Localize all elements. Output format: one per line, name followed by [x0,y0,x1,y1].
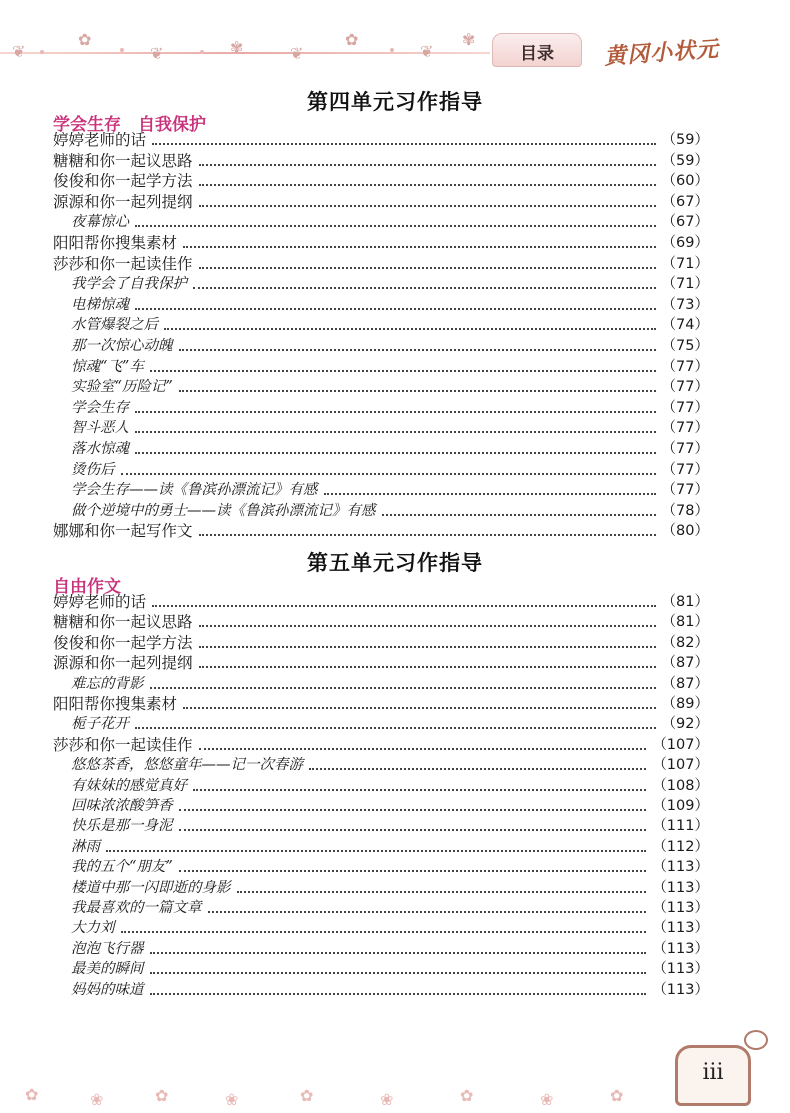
toc-entry [71,480,709,500]
toc-entry-page: （113） [652,981,709,998]
toc-entry-title: 我学会了自我保护 [71,276,187,293]
toc-entry-page: （81） [661,614,709,631]
toc-entry-title: 学会生存 [71,399,129,416]
toc-entry-title: 莎莎和你一起读佳作 [53,735,193,754]
toc-entry [71,357,709,377]
toc-entry [53,694,709,714]
toc-entry-title: 源源和你一起列提纲 [53,192,193,211]
dot-leader [183,245,656,248]
toc-entry [53,612,709,632]
flower-icon: ✿ [300,1086,314,1105]
dot-leader [237,890,647,893]
toc-entry-title: 我最喜欢的一篇文章 [71,900,202,916]
toc-entry-title: 栀子花开 [71,716,129,733]
toc-entry-page: （107） [652,736,709,753]
toc-entry-title: 糖糖和你一起议思路 [53,151,193,170]
toc-entry-title: 做个逆境中的勇士——读《鲁滨孙漂流记》有感 [71,502,376,519]
toc-entry [71,315,709,335]
dot-leader [199,163,656,166]
decor-dot [200,50,204,54]
toc-entry-page: （78） [661,502,709,519]
toc-entry [71,418,709,438]
butterfly-icon: ❦ [150,44,164,63]
toc-entry [53,233,709,253]
dot-leader [121,930,647,933]
dot-leader [135,430,656,433]
toc-entry-page: （113） [652,940,709,957]
toc-entry [71,212,709,232]
toc-entry-title: 最美的瞬间 [71,961,144,978]
toc-entry-page: （112） [652,838,709,855]
toc-entry [71,959,709,979]
toc-entry-title: 悠悠茶香，悠悠童年——记一次春游 [71,757,303,774]
unit5-title: 第五单元习作指导 [307,551,483,575]
toc-entry-page: （71） [661,255,709,272]
toc-entry [53,521,709,541]
toc-entry-page: （74） [661,317,709,334]
toc-entry-title: 婷婷老师的话 [53,593,147,611]
toc-entry-title: 娜娜和你一起写作文 [53,522,193,541]
toc-entry [53,653,709,673]
toc-entry-page: （77） [661,358,709,375]
dot-leader [150,686,656,689]
toc-entry [53,735,709,755]
header-divider [0,52,490,54]
toc-entry [71,336,709,356]
unit4-title: 第四单元习作指导 [307,90,483,114]
dot-leader [324,492,656,495]
toc-entry-page: （77） [661,379,709,396]
toc-entry [71,837,709,857]
dot-leader [150,951,647,954]
toc-entry [71,674,709,694]
butterfly-icon: ❦ [12,42,26,61]
toc-entry-page: （92） [661,716,709,733]
decor-dot [390,48,394,52]
flower-icon: ❀ [540,1090,554,1109]
butterfly-icon: ❦ [290,44,304,63]
toc-entry [71,939,709,959]
toc-entry [71,714,709,734]
toc-entry-title: 我的五个“朋友” [71,859,173,876]
dot-leader [135,307,656,310]
dot-leader [199,747,647,750]
dot-leader [179,808,647,811]
dot-leader [382,513,656,516]
toc-entry-title: 智斗恶人 [71,420,129,437]
dot-leader [121,472,656,475]
toc-entry [53,130,709,150]
toc-entry [71,857,709,877]
toc-entry-title: 源源和你一起列提纲 [53,654,193,673]
dot-leader [164,327,656,330]
page-number: iii [702,1060,724,1085]
toc-entry-page: （89） [661,696,709,712]
butterfly-icon: ❦ [420,42,434,61]
toc-entry-title: 婷婷老师的话 [53,131,147,149]
toc-entry-page: （82） [661,634,709,651]
flower-icon: ✿ [460,1086,474,1105]
toc-entry-page: （71） [661,276,709,293]
toc-entry-title: 阳阳帮你搜集素材 [53,695,178,713]
toc-entry-title: 俊俊和你一起学方法 [53,633,193,652]
bird-icon [744,1030,768,1050]
toc-entry-page: （75） [661,338,709,354]
toc-entry [71,398,709,418]
toc-entry-page: （87） [661,655,709,672]
dot-leader [135,410,656,413]
dot-leader [208,910,647,913]
toc-entry-page: （113） [652,900,709,916]
toc-entry-title: 难忘的背影 [71,675,144,692]
toc-entry [71,980,709,1000]
toc-entry [71,776,709,796]
toc-entry-title: 俊俊和你一起学方法 [53,172,193,191]
toc-entry-page: （108） [652,777,709,794]
toc-entry-title: 淋雨 [71,838,100,855]
toc-entry-page: （113） [652,961,709,978]
toc-entry [71,295,709,315]
dot-leader [193,788,646,791]
toc-entry [53,151,709,171]
toc-entry [53,592,709,612]
flower-icon: ❀ [90,1090,104,1109]
dot-leader [199,204,656,207]
toc-entry-page: （87） [661,675,709,692]
toc-tab-label: 目录 [520,44,554,64]
dot-leader [199,266,656,269]
page-header [0,0,790,75]
butterfly-icon: ✿ [345,30,359,49]
toc-entry-page: （67） [661,193,709,210]
toc-entry [71,274,709,294]
dot-leader [199,665,656,668]
toc-entry-title: 阳阳帮你搜集素材 [53,234,178,252]
toc-entry-page: （77） [661,482,709,499]
toc-entry [71,460,709,480]
dot-leader [135,451,656,454]
toc-entry-page: （77） [661,461,709,478]
toc-entry [71,816,709,836]
toc-entry-page: （69） [661,235,709,251]
toc-entry-title: 大力刘 [71,920,115,937]
toc-entry [71,755,709,775]
toc-entry-title: 水管爆裂之后 [71,317,158,334]
flower-icon: ✿ [610,1086,624,1105]
toc-entry-title: 落水惊魂 [71,441,129,457]
toc-entry-title: 实验室“历险记” [71,379,173,396]
unit5-section-title: 自由作文 [53,577,121,597]
dot-leader [106,849,646,852]
toc-entry-title: 莎莎和你一起读佳作 [53,254,193,273]
toc-entry-title: 夜幕惊心 [71,214,129,231]
toc-entry [71,878,709,898]
toc-entry-page: （77） [661,399,709,416]
toc-entry-page: （77） [661,420,709,437]
toc-entry [71,898,709,918]
toc-entry-title: 烫伤后 [71,461,115,478]
toc-entry-page: （107） [652,757,709,774]
dot-leader [193,286,656,289]
unit4-section-title: 学会生存 自我保护 [53,115,206,135]
toc-entry [71,377,709,397]
brand-logo: 黄冈小状元 [603,37,720,70]
toc-entry [53,192,709,212]
toc-entry [53,171,709,191]
toc-entry-page: （67） [661,214,709,231]
toc-entry-title: 惊魂“飞”车 [71,358,144,375]
toc-entry-page: （80） [661,523,709,540]
dot-leader [199,533,656,536]
flower-icon: ✿ [155,1086,169,1105]
dot-leader [150,971,647,974]
toc-entry-page: （109） [652,798,709,814]
flower-icon: ✿ [25,1085,39,1104]
toc-tab [492,33,582,67]
dot-leader [199,624,656,627]
toc-entry-title: 糖糖和你一起议思路 [53,613,193,632]
toc-entry-title: 电梯惊魂 [71,296,129,313]
toc-entry [71,918,709,938]
flower-icon: ❀ [225,1090,239,1109]
dot-leader [199,183,656,186]
dot-leader [179,869,646,872]
toc-entry-title: 妈妈的味道 [71,981,144,998]
flower-icon: ❀ [380,1090,394,1109]
toc-entry [71,501,709,521]
toc-entry-page: （81） [661,594,709,610]
toc-entry-title: 有妹妹的感觉真好 [71,777,187,794]
toc-entry-page: （59） [661,132,709,148]
toc-entry-title: 那一次惊心动魄 [71,338,173,354]
dot-leader [179,828,647,831]
toc-entry-title: 快乐是那一身泥 [71,818,173,835]
toc-entry-title: 回味浓浓酸笋香 [71,798,173,814]
dot-leader [309,767,646,770]
butterfly-icon: ✿ [78,30,92,49]
toc-entry-page: （113） [652,859,709,876]
dot-leader [135,224,656,227]
decor-dot [40,50,44,54]
toc-entry-page: （111） [652,818,709,835]
toc-entry-title: 泡泡飞行器 [71,940,144,957]
butterfly-icon: ✾ [462,30,476,49]
toc-entry-title: 学会生存——读《鲁滨孙漂流记》有感 [71,482,318,499]
dot-leader [152,142,656,145]
toc-entry [53,633,709,653]
dot-leader [135,726,656,729]
dot-leader [179,348,656,351]
toc-entry [53,254,709,274]
dot-leader [150,369,656,372]
butterfly-icon: ✾ [230,38,244,57]
toc-entry-page: （77） [661,441,709,457]
toc-entry-page: （73） [661,296,709,313]
dot-leader [183,706,656,709]
toc-entry-page: （59） [661,152,709,169]
toc-entry-page: （113） [652,879,709,896]
dot-leader [152,604,656,607]
dot-leader [150,992,647,995]
decor-dot [120,48,124,52]
dot-leader [199,645,656,648]
toc-entry [71,796,709,816]
dot-leader [179,389,656,392]
toc-entry [71,439,709,459]
toc-entry-page: （60） [661,173,709,190]
toc-entry-page: （113） [652,920,709,937]
toc-entry-title: 楼道中那一闪即逝的身影 [71,879,231,896]
